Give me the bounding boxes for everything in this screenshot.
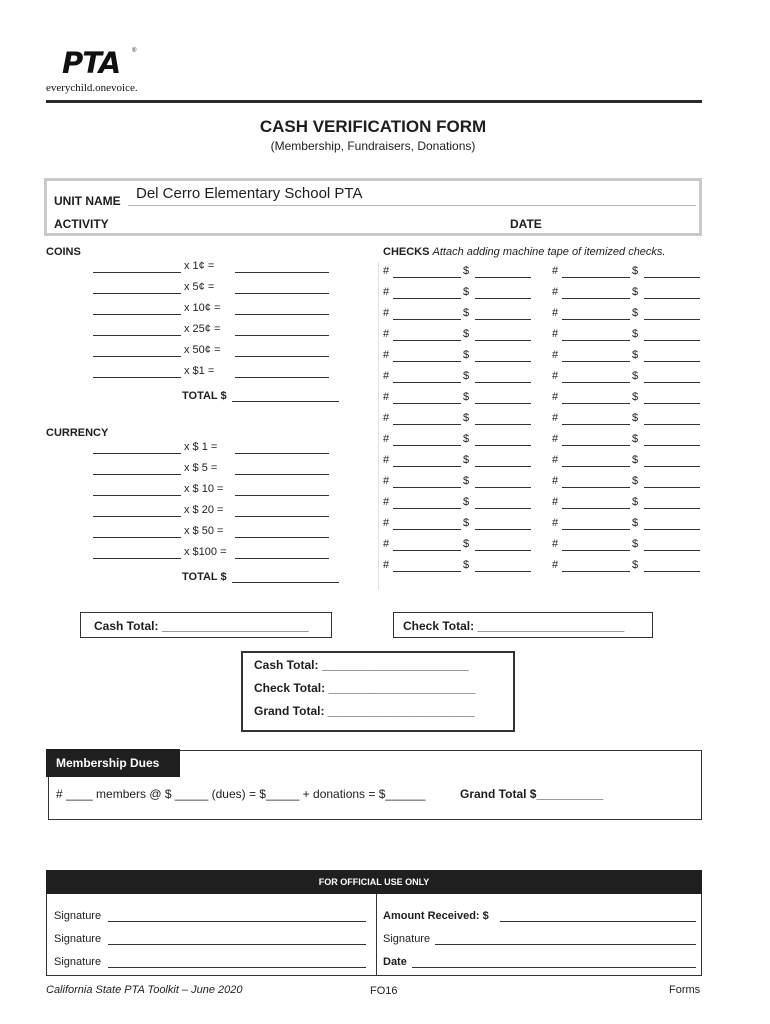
check-amount-label: $ [632,349,639,361]
check-total[interactable]: Check Total: ______________________ [403,619,625,633]
check-amount-field[interactable] [644,508,700,509]
currency-amount-field[interactable] [235,474,329,475]
check-amount-field[interactable] [644,487,700,488]
check-number-field[interactable] [393,298,461,299]
checks-note: Attach adding machine tape of itemized checks. [432,246,666,258]
coins-row [93,260,333,274]
check-amount-field[interactable] [644,445,700,446]
check-amount-label: $ [463,538,470,550]
check-row [552,307,712,321]
currency-denomination: x $ 20 = [184,504,224,516]
coins-amount-field[interactable] [235,293,329,294]
check-number-label: # [383,349,390,361]
check-number-label: # [552,370,559,382]
check-number-label: # [552,307,559,319]
currency-label: CURRENCY [46,427,109,439]
check-row [383,496,543,510]
check-number-field[interactable] [393,382,461,383]
check-number-field[interactable] [393,424,461,425]
check-number-field[interactable] [393,403,461,404]
currency-quantity-field[interactable] [93,474,181,475]
check-amount-field[interactable] [475,445,531,446]
check-amount-field[interactable] [644,340,700,341]
check-row [552,349,712,363]
unit-name-label: UNIT NAME [54,194,121,208]
coins-row [93,344,333,358]
check-number-field[interactable] [562,487,630,488]
check-amount-field[interactable] [475,508,531,509]
footer-forms: Forms [669,984,701,996]
check-number-field[interactable] [393,571,461,572]
check-row [552,475,712,489]
check-amount-label: $ [463,517,470,529]
check-amount-field[interactable] [644,382,700,383]
official-divider [376,894,377,976]
check-number-label: # [552,391,559,403]
check-amount-field[interactable] [475,382,531,383]
check-amount-field[interactable] [475,361,531,362]
check-amount-field[interactable] [475,466,531,467]
currency-row [93,462,333,476]
check-row [383,265,543,279]
currency-denomination: x $ 50 = [184,525,224,537]
coins-row [93,302,333,316]
check-amount-label: $ [632,328,639,340]
check-row [383,370,543,384]
check-row [383,538,543,552]
check-row [552,286,712,300]
check-number-label: # [552,265,559,277]
check-amount-label: $ [463,475,470,487]
check-amount-label: $ [463,349,470,361]
coins-amount-field[interactable] [235,377,329,378]
currency-denomination: x $100 = [184,546,227,558]
check-amount-label: $ [632,454,639,466]
check-number-label: # [383,328,390,340]
check-amount-label: $ [463,454,470,466]
check-amount-label: $ [632,475,639,487]
currency-amount-field[interactable] [235,495,329,496]
unit-name-underline [128,205,696,206]
coins-total-line[interactable] [232,401,339,402]
coins-amount-field[interactable] [235,356,329,357]
coins-denomination: x $1 = [184,365,215,377]
coins-denomination: x 50¢ = [184,344,221,356]
column-divider [378,262,379,590]
membership-grand-total[interactable]: Grand Total $__________ [460,787,604,801]
check-number-field[interactable] [393,529,461,530]
check-amount-field[interactable] [475,424,531,425]
official-right-line[interactable] [435,944,696,945]
check-amount-label: $ [463,391,470,403]
check-row [552,370,712,384]
coins-denomination: x 10¢ = [184,302,221,314]
check-number-label: # [383,370,390,382]
check-row [552,265,712,279]
logo-tagline: everychild.onevoice. [46,82,138,94]
check-amount-field[interactable] [475,277,531,278]
check-amount-label: $ [632,370,639,382]
check-number-label: # [383,538,390,550]
check-amount-label: $ [463,433,470,445]
form-subtitle: (Membership, Fundraisers, Donations) [270,139,476,153]
check-amount-field[interactable] [644,277,700,278]
check-row [383,559,543,573]
check-number-label: # [383,496,390,508]
coins-quantity-field[interactable] [93,293,181,294]
coins-quantity-field[interactable] [93,272,181,273]
official-signature-label: Signature [54,956,102,968]
check-number-label: # [552,559,559,571]
currency-row [93,504,333,518]
registered-mark: ® [132,48,137,54]
official-signature-label: Signature [54,933,102,945]
official-signature-line[interactable] [108,967,366,968]
summary-cash-total[interactable]: Cash Total: ______________________ [254,658,469,672]
check-number-label: # [383,307,390,319]
check-amount-label: $ [463,412,470,424]
check-amount-field[interactable] [475,550,531,551]
check-number-label: # [552,454,559,466]
coins-total-label: TOTAL $ [182,390,227,402]
check-number-field[interactable] [393,466,461,467]
currency-amount-field[interactable] [235,453,329,454]
currency-row [93,525,333,539]
check-number-label: # [552,328,559,340]
check-number-label: # [552,496,559,508]
check-amount-field[interactable] [475,529,531,530]
check-amount-label: $ [463,265,470,277]
form-title: CASH VERIFICATION FORM [259,117,487,136]
check-amount-field[interactable] [644,550,700,551]
checks-label: CHECKS [383,246,430,258]
summary-grand-total[interactable]: Grand Total: ______________________ [254,704,475,718]
check-amount-field[interactable] [475,319,531,320]
coins-quantity-field[interactable] [93,356,181,357]
check-row [552,538,712,552]
coins-amount-field[interactable] [235,314,329,315]
check-number-label: # [383,454,390,466]
check-number-field[interactable] [562,319,630,320]
official-right-line[interactable] [412,967,696,968]
check-number-field[interactable] [562,424,630,425]
currency-amount-field[interactable] [235,537,329,538]
check-row [383,286,543,300]
check-row [383,328,543,342]
official-use-header: FOR OFFICIAL USE ONLY [46,870,702,894]
coins-quantity-field[interactable] [93,377,181,378]
check-amount-label: $ [463,496,470,508]
currency-amount-field[interactable] [235,558,329,559]
check-amount-label: $ [632,391,639,403]
check-number-label: # [552,412,559,424]
check-amount-field[interactable] [475,403,531,404]
currency-quantity-field[interactable] [93,537,181,538]
check-number-label: # [383,265,390,277]
activity-label: ACTIVITY [54,217,109,231]
check-row [383,517,543,531]
check-row [552,454,712,468]
currency-row [93,441,333,455]
coins-row [93,365,333,379]
currency-denomination: x $ 5 = [184,462,218,474]
official-right-line[interactable] [500,921,696,922]
coins-row [93,281,333,295]
check-number-field[interactable] [562,403,630,404]
check-number-field[interactable] [393,340,461,341]
check-number-label: # [552,517,559,529]
footer-toolkit: California State PTA Toolkit – June 2020 [46,984,243,996]
check-number-label: # [383,433,390,445]
membership-dues-tab: Membership Dues [46,749,180,777]
currency-total-label: TOTAL $ [182,571,227,583]
pta-logo: PTA [62,46,121,80]
check-number-label: # [383,391,390,403]
currency-row [93,546,333,560]
official-right-label: Date [383,956,407,968]
check-amount-field[interactable] [475,340,531,341]
check-row [552,517,712,531]
official-signature-line[interactable] [108,921,366,922]
unit-name-field[interactable]: Del Cerro Elementary School PTA [136,185,363,202]
check-row [552,412,712,426]
check-number-field[interactable] [562,550,630,551]
check-number-field[interactable] [562,571,630,572]
check-row [383,349,543,363]
header-rule [46,100,702,103]
check-number-label: # [552,349,559,361]
check-amount-label: $ [463,559,470,571]
check-amount-label: $ [463,286,470,298]
coins-amount-field[interactable] [235,335,329,336]
check-number-field[interactable] [393,550,461,551]
currency-quantity-field[interactable] [93,495,181,496]
check-row [383,433,543,447]
check-number-field[interactable] [393,445,461,446]
check-number-field[interactable] [393,277,461,278]
check-amount-field[interactable] [475,571,531,572]
currency-total-line[interactable] [232,582,339,583]
coins-label: COINS [46,246,81,258]
check-amount-label: $ [463,307,470,319]
check-row [552,391,712,405]
check-row [552,328,712,342]
check-number-field[interactable] [393,319,461,320]
currency-quantity-field[interactable] [93,558,181,559]
check-row [383,412,543,426]
check-row [383,475,543,489]
check-number-field[interactable] [562,340,630,341]
check-row [383,307,543,321]
check-number-label: # [552,433,559,445]
check-number-field[interactable] [562,508,630,509]
check-number-label: # [383,559,390,571]
official-signature-line[interactable] [108,944,366,945]
check-number-label: # [383,286,390,298]
check-amount-field[interactable] [644,571,700,572]
currency-row [93,483,333,497]
coins-denomination: x 25¢ = [184,323,221,335]
check-number-label: # [552,286,559,298]
official-right-label: Signature [383,933,431,945]
check-row [383,391,543,405]
official-signature-label: Signature [54,910,102,922]
membership-line[interactable]: # ____ members @ $ _____ (dues) = $_____ + donations = $______ [56,787,426,801]
check-amount-label: $ [463,370,470,382]
check-amount-label: $ [463,328,470,340]
summary-check-total[interactable]: Check Total: ______________________ [254,681,476,695]
check-row [552,559,712,573]
check-amount-label: $ [632,559,639,571]
coins-quantity-field[interactable] [93,314,181,315]
check-number-field[interactable] [562,277,630,278]
check-amount-field[interactable] [644,403,700,404]
check-row [552,433,712,447]
coins-row [93,323,333,337]
check-number-field[interactable] [562,298,630,299]
footer-form-code: FO16 [370,985,398,997]
check-number-field[interactable] [562,361,630,362]
check-amount-field[interactable] [644,361,700,362]
currency-denomination: x $ 1 = [184,441,218,453]
check-amount-field[interactable] [475,298,531,299]
check-amount-field[interactable] [475,487,531,488]
coins-denomination: x 5¢ = [184,281,215,293]
check-number-label: # [383,517,390,529]
check-amount-label: $ [632,412,639,424]
currency-amount-field[interactable] [235,516,329,517]
check-number-field[interactable] [393,487,461,488]
coins-denomination: x 1¢ = [184,260,215,272]
official-right-label: Amount Received: $ [383,910,489,922]
check-row [552,496,712,510]
check-number-field[interactable] [562,382,630,383]
check-amount-label: $ [632,286,639,298]
check-number-field[interactable] [562,445,630,446]
coins-quantity-field[interactable] [93,335,181,336]
check-amount-field[interactable] [644,319,700,320]
check-row [383,454,543,468]
check-number-label: # [552,475,559,487]
check-amount-label: $ [632,265,639,277]
date-label: DATE [510,217,542,231]
cash-total[interactable]: Cash Total: ______________________ [94,619,309,633]
check-number-label: # [383,475,390,487]
currency-quantity-field[interactable] [93,453,181,454]
currency-denomination: x $ 10 = [184,483,224,495]
check-amount-label: $ [632,538,639,550]
check-number-field[interactable] [393,508,461,509]
coins-amount-field[interactable] [235,272,329,273]
check-number-field[interactable] [562,466,630,467]
check-amount-field[interactable] [644,529,700,530]
check-number-field[interactable] [393,361,461,362]
check-number-label: # [552,538,559,550]
check-amount-field[interactable] [644,298,700,299]
check-amount-field[interactable] [644,466,700,467]
currency-quantity-field[interactable] [93,516,181,517]
check-amount-label: $ [632,496,639,508]
check-amount-field[interactable] [644,424,700,425]
check-number-field[interactable] [562,529,630,530]
check-amount-label: $ [632,307,639,319]
check-number-label: # [383,412,390,424]
check-amount-label: $ [632,433,639,445]
check-amount-label: $ [632,517,639,529]
